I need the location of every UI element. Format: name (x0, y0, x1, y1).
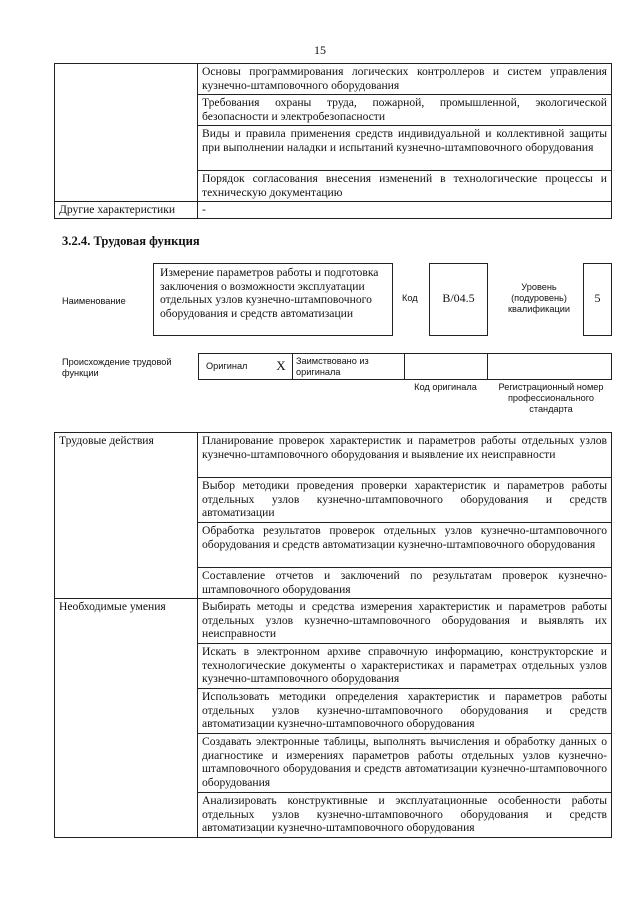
action-cell: Обработка результатов проверок отдельных узлов кузнечно-штамповочного оборудования и средств автоматизации кузнечно-штамповочного оборудования (198, 523, 612, 568)
knowledge-cell: Требования охраны труда, пожарной, промышленной, экологической безопасности и электробезопасности (198, 95, 612, 126)
other-characteristics-value: - (198, 202, 612, 219)
table-row (55, 433, 612, 478)
skill-cell: Анализировать конструктивные и эксплуатационные особенности работы отдельных узлов кузнечно-штамповочного оборудования и средств автоматизации кузнечно-штамповочного оборудования (198, 793, 612, 838)
action-cell: Выбор методики проведения проверки характеристик и параметров работы отдельных узлов кузнечно-штамповочного оборудования и средств автоматизации (198, 478, 612, 523)
origin-label: Происхождение трудовой функции (62, 357, 172, 378)
skill-cell: Создавать электронные таблицы, выполнять вычисления и обработку данных о диагностике и измерениях параметров работы отдельных узлов кузнечно-штамповочного оборудования и средств автоматизации кузнечно-штамповочного оборудования (198, 734, 612, 793)
skill-cell: Использовать методики определения характеристик и параметров работы отдельных узлов кузнечно-штамповочного оборудования и средств автоматизации кузнечно-штамповочного оборудования (198, 689, 612, 734)
row-label-empty (55, 64, 198, 202)
action-cell: Планирование проверок характеристик и параметров работы отдельных узлов кузнечно-штамповочного оборудования и выявление их неисправности (198, 433, 612, 478)
code-label: Код (402, 293, 418, 303)
qualification-level-value: 5 (583, 263, 612, 336)
knowledge-cell: Виды и правила применения средств индивидуальной и коллективной защиты при выполнении наладки и испытаний кузнечно-штамповочного оборудования (198, 126, 612, 171)
name-label: Наименование (62, 296, 126, 306)
knowledge-cell: Порядок согласования внесения изменений в технологические процессы и техническую документацию (198, 171, 612, 202)
function-name-box: Измерение параметров работы и подготовка заключения о возможности эксплуатации отдельных узлов кузнечно-штамповочного оборудования и средств автоматизации (153, 263, 393, 336)
table-row (55, 64, 612, 95)
skill-cell: Искать в электронном архиве справочную информацию, конструкторские и технологические документы о характеристиках и параметрах отдельных узлов кузнечно-штамповочного оборудования (198, 644, 612, 689)
origin-row-box (198, 353, 612, 380)
original-mark: X (276, 358, 286, 373)
code-value-box: B/04.5 (429, 263, 488, 336)
divider (404, 353, 405, 380)
original-label: Оригинал (206, 361, 248, 371)
action-cell: Составление отчетов и заключений по результатам проверок кузнечно-штамповочного оборудования (198, 568, 612, 599)
registration-number-label: Регистрационный номер профессионального стандарта (498, 382, 604, 414)
table-row (55, 202, 612, 219)
qualification-level-label: Уровень (подуровень) квалификации (508, 282, 570, 314)
knowledge-cell: Основы программирования логических контроллеров и систем управления кузнечно-штамповочного оборудования (198, 64, 612, 95)
work-function-table (54, 432, 612, 838)
borrowed-label: Заимствовано из оригинала (296, 356, 369, 377)
divider (292, 353, 293, 380)
page-number: 15 (314, 43, 326, 57)
section-heading: 3.2.4. Трудовая функция (62, 234, 200, 248)
code-original-label: Код оригинала (414, 382, 477, 392)
skill-cell: Выбирать методы и средства измерения характеристик и параметров работы отдельных узлов кузнечно-штамповочного оборудования и выявлять их неисправности (198, 599, 612, 644)
table-row (55, 599, 612, 644)
row-label: Другие характеристики (55, 202, 198, 219)
knowledge-table (54, 63, 612, 219)
row-label: Трудовые действия (55, 433, 198, 599)
row-label: Необходимые умения (55, 599, 198, 838)
divider (487, 353, 488, 380)
